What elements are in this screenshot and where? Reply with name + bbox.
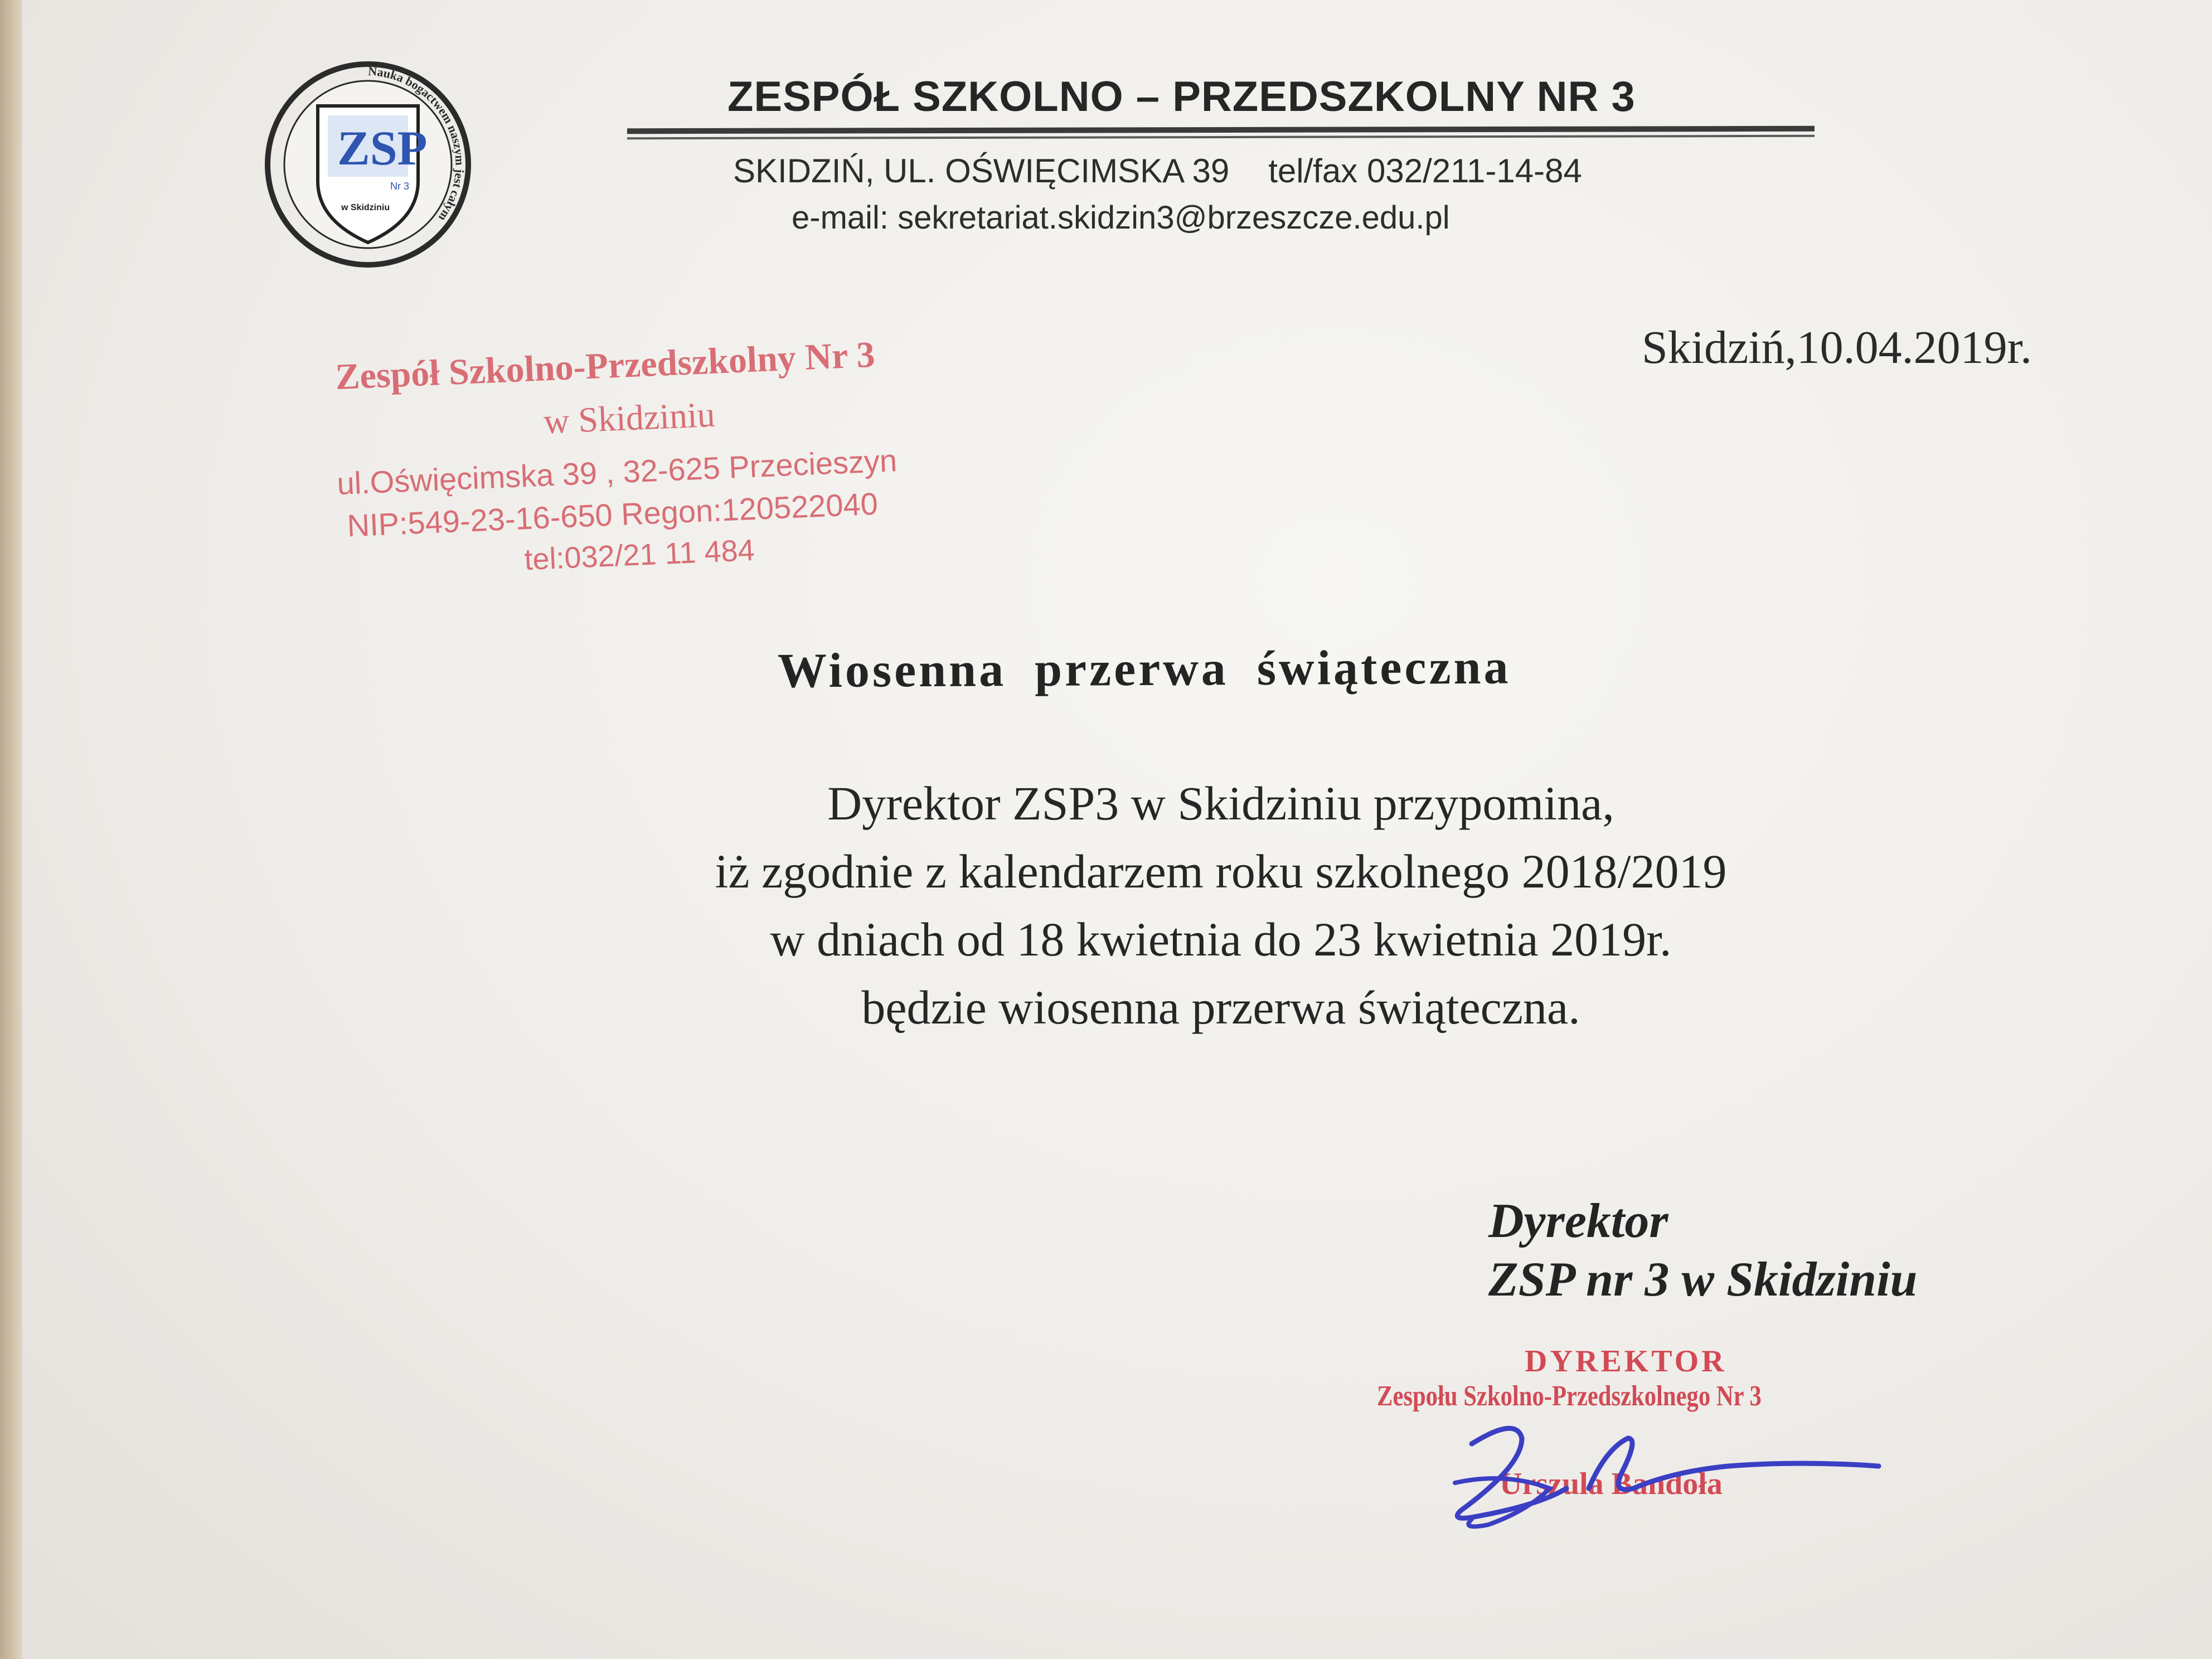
institution-address: [733, 152, 1582, 190]
stamp-line-3: ul.Oświęcimska 39 , 32-625 Przecieszyn: [336, 443, 898, 502]
header-rule-thick: [627, 126, 1815, 134]
stamp-line-5: tel:032/21 11 484: [523, 533, 755, 577]
logo-place-text: w Skidziniu: [341, 203, 390, 212]
signatory-role: Dyrektor: [1488, 1194, 1668, 1248]
letter-date: Skidziń,10.04.2019r.: [1642, 322, 2032, 373]
stamp-line-4: NIP:549-23-16-650 Regon:120522040: [346, 486, 879, 544]
school-stamp: [323, 329, 1002, 591]
header-rule-thin: [627, 135, 1815, 139]
handwritten-signature: [1438, 1405, 1895, 1539]
body-line: w dniach od 18 kwietnia do 23 kwietnia 2019r.: [770, 913, 1672, 966]
signatory-unit: ZSP nr 3 w Skidziniu: [1488, 1253, 1918, 1307]
logo-number-text: Nr 3: [390, 181, 410, 192]
institution-email: e-mail: sekretariat.skidzin3@brzeszcze.edu.pl: [792, 200, 1450, 236]
stamp-line-1: Zespół Szkolno-Przedszkolny Nr 3: [334, 334, 876, 398]
logo-emblem-text: ZSP: [337, 122, 428, 176]
letter-body: [413, 769, 2029, 1041]
body-line: będzie wiosenna przerwa świąteczna.: [861, 981, 1580, 1034]
logo-motto: Nauka bogactwem naszym jest całym: [367, 64, 467, 224]
director-stamp-name: Urszula Bandoła: [1500, 1467, 1723, 1501]
director-stamp-unit: Zespołu Szkolno-Przedszkolnego Nr 3: [1377, 1380, 1762, 1412]
institution-name: ZESPÓŁ SZKOLNO – PRZEDSZKOLNY NR 3: [727, 73, 1636, 120]
phone-text: tel/fax 032/211-14-84: [1268, 152, 1582, 190]
director-stamp-title: DYREKTOR: [1525, 1344, 1727, 1379]
letter-page: [22, 0, 2212, 1659]
body-line: Dyrektor ZSP3 w Skidziniu przypomina,: [827, 777, 1614, 830]
address-text: SKIDZIŃ, UL. OŚWIĘCIMSKA 39: [733, 152, 1230, 190]
body-line: iż zgodnie z kalendarzem roku szkolnego 2018/2019: [715, 845, 1727, 898]
letter-title: Wiosenna przerwa świąteczna: [777, 640, 1511, 698]
school-logo: [256, 53, 479, 276]
stamp-line-2: w Skidziniu: [542, 394, 716, 442]
